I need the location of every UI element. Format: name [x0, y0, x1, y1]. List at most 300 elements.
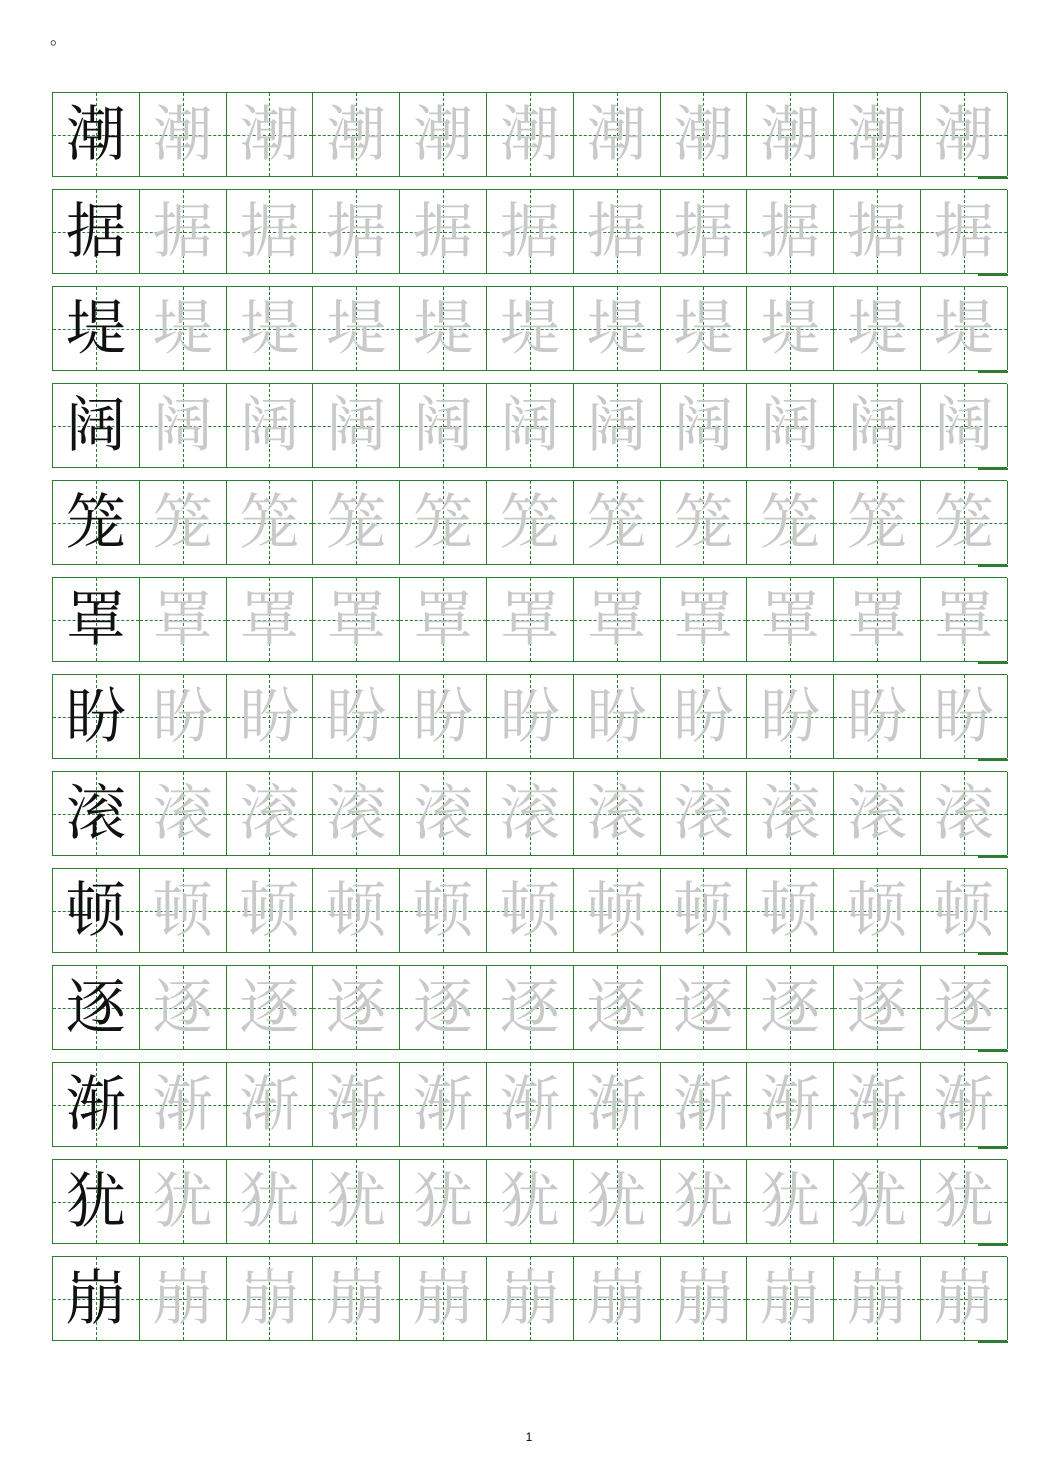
trace-character: 笼 [760, 487, 821, 558]
trace-character: 罩 [413, 584, 474, 655]
trace-cell[interactable] [140, 1160, 227, 1243]
trace-character: 犹 [586, 1166, 647, 1237]
trace-cell[interactable] [227, 772, 314, 855]
trace-cell[interactable] [227, 578, 314, 661]
trace-character: 顿 [152, 875, 213, 946]
trace-cell[interactable] [574, 481, 661, 564]
trace-character: 崩 [586, 1263, 647, 1334]
trace-cell[interactable] [574, 772, 661, 855]
trace-cell[interactable] [400, 772, 487, 855]
model-character: 阔 [65, 390, 126, 461]
trace-character: 堤 [847, 293, 908, 364]
trace-character: 逐 [152, 972, 213, 1043]
trace-character: 逐 [673, 972, 734, 1043]
practice-row [52, 577, 1007, 662]
trace-cell[interactable] [921, 1257, 1008, 1340]
trace-character: 罩 [760, 584, 821, 655]
trace-cell[interactable] [313, 190, 400, 273]
trace-cell[interactable] [834, 384, 921, 467]
trace-character: 逐 [933, 972, 994, 1043]
trace-cell[interactable] [661, 93, 748, 176]
trace-cell[interactable] [140, 966, 227, 1049]
trace-cell[interactable] [661, 1160, 748, 1243]
trace-cell[interactable] [400, 93, 487, 176]
trace-character: 罩 [586, 584, 647, 655]
trace-character: 罩 [847, 584, 908, 655]
row-end-mark [978, 759, 1008, 761]
trace-character: 渐 [499, 1069, 560, 1140]
trace-cell[interactable] [834, 869, 921, 952]
trace-cell[interactable] [313, 772, 400, 855]
trace-cell[interactable] [921, 384, 1008, 467]
trace-character: 逐 [760, 972, 821, 1043]
trace-character: 滚 [152, 778, 213, 849]
trace-cell[interactable] [400, 1160, 487, 1243]
trace-cell[interactable] [487, 1160, 574, 1243]
trace-character: 笼 [239, 487, 300, 558]
trace-cell[interactable] [313, 1160, 400, 1243]
trace-character: 罩 [239, 584, 300, 655]
trace-cell[interactable] [834, 675, 921, 758]
model-cell[interactable] [53, 966, 140, 1049]
trace-cell[interactable] [574, 190, 661, 273]
trace-cell[interactable] [227, 1257, 314, 1340]
trace-character: 顿 [847, 875, 908, 946]
trace-cell[interactable] [313, 966, 400, 1049]
trace-cell[interactable] [400, 675, 487, 758]
trace-cell[interactable] [834, 481, 921, 564]
model-cell[interactable] [53, 578, 140, 661]
trace-cell[interactable] [400, 578, 487, 661]
trace-character: 顿 [413, 875, 474, 946]
trace-cell[interactable] [574, 93, 661, 176]
trace-cell[interactable] [921, 772, 1008, 855]
trace-character: 渐 [673, 1069, 734, 1140]
practice-row [52, 965, 1007, 1050]
trace-cell[interactable] [487, 966, 574, 1049]
trace-character: 阔 [933, 390, 994, 461]
model-character: 潮 [65, 99, 126, 170]
trace-character: 渐 [760, 1069, 821, 1140]
row-end-mark [978, 856, 1008, 858]
trace-character: 滚 [499, 778, 560, 849]
trace-cell[interactable] [574, 1160, 661, 1243]
trace-character: 罩 [152, 584, 213, 655]
trace-cell[interactable] [834, 1257, 921, 1340]
trace-cell[interactable] [400, 1063, 487, 1146]
trace-cell[interactable] [574, 578, 661, 661]
trace-character: 顿 [933, 875, 994, 946]
trace-cell[interactable] [661, 966, 748, 1049]
practice-row [52, 771, 1007, 856]
trace-character: 据 [760, 196, 821, 267]
trace-cell[interactable] [834, 287, 921, 370]
trace-character: 据 [933, 196, 994, 267]
trace-cell[interactable] [227, 384, 314, 467]
trace-character: 盼 [933, 681, 994, 752]
trace-character: 崩 [326, 1263, 387, 1334]
trace-cell[interactable] [140, 93, 227, 176]
trace-cell[interactable] [227, 675, 314, 758]
trace-character: 崩 [413, 1263, 474, 1334]
trace-cell[interactable] [140, 481, 227, 564]
trace-cell[interactable] [400, 1257, 487, 1340]
model-character: 堤 [65, 293, 126, 364]
trace-cell[interactable] [661, 578, 748, 661]
model-cell[interactable] [53, 190, 140, 273]
row-end-mark [978, 1244, 1008, 1246]
trace-cell[interactable] [487, 772, 574, 855]
trace-cell[interactable] [661, 287, 748, 370]
trace-cell[interactable] [487, 190, 574, 273]
row-end-mark [978, 1050, 1008, 1052]
trace-character: 渐 [413, 1069, 474, 1140]
model-cell[interactable] [53, 1063, 140, 1146]
trace-character: 潮 [847, 99, 908, 170]
trace-character: 滚 [933, 778, 994, 849]
trace-cell[interactable] [487, 869, 574, 952]
trace-cell[interactable] [140, 1257, 227, 1340]
trace-character: 阔 [847, 390, 908, 461]
trace-character: 潮 [152, 99, 213, 170]
trace-character: 犹 [933, 1166, 994, 1237]
trace-cell[interactable] [921, 1063, 1008, 1146]
trace-cell[interactable] [661, 384, 748, 467]
trace-character: 盼 [326, 681, 387, 752]
trace-cell[interactable] [400, 190, 487, 273]
trace-cell[interactable] [834, 772, 921, 855]
trace-cell[interactable] [747, 384, 834, 467]
trace-character: 堤 [673, 293, 734, 364]
trace-cell[interactable] [313, 384, 400, 467]
trace-character: 堤 [499, 293, 560, 364]
trace-character: 渐 [586, 1069, 647, 1140]
trace-character: 阔 [413, 390, 474, 461]
trace-cell[interactable] [487, 287, 574, 370]
trace-cell[interactable] [313, 675, 400, 758]
trace-cell[interactable] [921, 869, 1008, 952]
practice-row [52, 383, 1007, 468]
trace-character: 潮 [586, 99, 647, 170]
practice-row [52, 189, 1007, 274]
trace-character: 盼 [239, 681, 300, 752]
trace-character: 顿 [586, 875, 647, 946]
trace-character: 潮 [673, 99, 734, 170]
model-cell[interactable] [53, 675, 140, 758]
trace-character: 据 [326, 196, 387, 267]
trace-character: 笼 [673, 487, 734, 558]
trace-character: 渐 [326, 1069, 387, 1140]
trace-cell[interactable] [400, 287, 487, 370]
trace-cell[interactable] [921, 93, 1008, 176]
trace-cell[interactable] [400, 966, 487, 1049]
trace-cell[interactable] [661, 1063, 748, 1146]
trace-cell[interactable] [747, 1160, 834, 1243]
trace-cell[interactable] [661, 481, 748, 564]
trace-cell[interactable] [574, 384, 661, 467]
trace-character: 盼 [847, 681, 908, 752]
trace-character: 逐 [847, 972, 908, 1043]
trace-character: 盼 [760, 681, 821, 752]
trace-cell[interactable] [921, 675, 1008, 758]
trace-cell[interactable] [140, 190, 227, 273]
row-end-mark [978, 953, 1008, 955]
trace-cell[interactable] [661, 675, 748, 758]
trace-character: 罩 [326, 584, 387, 655]
trace-cell[interactable] [747, 578, 834, 661]
practice-row [52, 1159, 1007, 1244]
trace-character: 堤 [152, 293, 213, 364]
trace-character: 渐 [933, 1069, 994, 1140]
model-cell[interactable] [53, 481, 140, 564]
trace-cell[interactable] [313, 1063, 400, 1146]
trace-character: 崩 [933, 1263, 994, 1334]
model-character: 罩 [65, 584, 126, 655]
trace-cell[interactable] [313, 1257, 400, 1340]
trace-character: 渐 [847, 1069, 908, 1140]
trace-character: 顿 [499, 875, 560, 946]
trace-character: 罩 [499, 584, 560, 655]
trace-character: 据 [239, 196, 300, 267]
trace-cell[interactable] [140, 869, 227, 952]
trace-cell[interactable] [834, 1063, 921, 1146]
trace-character: 罩 [673, 584, 734, 655]
trace-cell[interactable] [834, 1160, 921, 1243]
trace-character: 滚 [413, 778, 474, 849]
trace-character: 犹 [326, 1166, 387, 1237]
trace-cell[interactable] [313, 287, 400, 370]
trace-cell[interactable] [574, 1063, 661, 1146]
trace-cell[interactable] [574, 1257, 661, 1340]
trace-cell[interactable] [227, 1160, 314, 1243]
trace-character: 犹 [152, 1166, 213, 1237]
header-mark: 。 [50, 28, 68, 49]
trace-character: 盼 [413, 681, 474, 752]
trace-character: 笼 [933, 487, 994, 558]
trace-character: 逐 [586, 972, 647, 1043]
trace-character: 罩 [933, 584, 994, 655]
model-character: 盼 [65, 681, 126, 752]
trace-character: 滚 [326, 778, 387, 849]
trace-cell[interactable] [747, 93, 834, 176]
trace-character: 顿 [760, 875, 821, 946]
trace-cell[interactable] [921, 481, 1008, 564]
trace-character: 阔 [239, 390, 300, 461]
trace-cell[interactable] [313, 869, 400, 952]
trace-cell[interactable] [140, 675, 227, 758]
model-cell[interactable] [53, 772, 140, 855]
trace-character: 滚 [239, 778, 300, 849]
trace-cell[interactable] [227, 287, 314, 370]
trace-character: 盼 [499, 681, 560, 752]
trace-character: 据 [413, 196, 474, 267]
trace-character: 堤 [760, 293, 821, 364]
trace-cell[interactable] [574, 287, 661, 370]
trace-character: 笼 [586, 487, 647, 558]
trace-character: 崩 [847, 1263, 908, 1334]
trace-character: 阔 [760, 390, 821, 461]
trace-cell[interactable] [661, 869, 748, 952]
trace-character: 潮 [326, 99, 387, 170]
model-cell[interactable] [53, 384, 140, 467]
row-end-mark [978, 565, 1008, 567]
trace-cell[interactable] [140, 578, 227, 661]
model-character: 据 [65, 196, 126, 267]
trace-cell[interactable] [747, 481, 834, 564]
row-end-mark [978, 468, 1008, 470]
trace-cell[interactable] [487, 384, 574, 467]
trace-cell[interactable] [834, 190, 921, 273]
trace-character: 逐 [326, 972, 387, 1043]
trace-cell[interactable] [661, 1257, 748, 1340]
trace-character: 堤 [933, 293, 994, 364]
trace-cell[interactable] [921, 578, 1008, 661]
practice-row [52, 92, 1007, 177]
trace-cell[interactable] [747, 869, 834, 952]
trace-cell[interactable] [747, 1257, 834, 1340]
trace-cell[interactable] [921, 190, 1008, 273]
trace-cell[interactable] [574, 675, 661, 758]
model-cell[interactable] [53, 287, 140, 370]
trace-cell[interactable] [227, 481, 314, 564]
trace-character: 滚 [586, 778, 647, 849]
trace-character: 潮 [239, 99, 300, 170]
trace-character: 盼 [673, 681, 734, 752]
trace-cell[interactable] [140, 287, 227, 370]
trace-character: 犹 [413, 1166, 474, 1237]
trace-cell[interactable] [921, 287, 1008, 370]
trace-cell[interactable] [834, 578, 921, 661]
trace-cell[interactable] [661, 190, 748, 273]
trace-character: 阔 [673, 390, 734, 461]
trace-cell[interactable] [574, 869, 661, 952]
trace-character: 顿 [326, 875, 387, 946]
trace-cell[interactable] [834, 93, 921, 176]
practice-row [52, 674, 1007, 759]
trace-character: 笼 [413, 487, 474, 558]
row-end-mark [978, 1147, 1008, 1149]
trace-character: 堤 [413, 293, 474, 364]
trace-character: 笼 [499, 487, 560, 558]
trace-character: 犹 [239, 1166, 300, 1237]
trace-cell[interactable] [921, 1160, 1008, 1243]
trace-character: 犹 [760, 1166, 821, 1237]
trace-character: 逐 [239, 972, 300, 1043]
trace-cell[interactable] [747, 287, 834, 370]
trace-character: 犹 [847, 1166, 908, 1237]
trace-character: 顿 [673, 875, 734, 946]
trace-character: 渐 [152, 1069, 213, 1140]
trace-cell[interactable] [487, 578, 574, 661]
trace-cell[interactable] [747, 190, 834, 273]
trace-character: 滚 [673, 778, 734, 849]
trace-character: 滚 [760, 778, 821, 849]
trace-cell[interactable] [661, 772, 748, 855]
model-cell[interactable] [53, 869, 140, 952]
trace-character: 崩 [239, 1263, 300, 1334]
practice-row [52, 868, 1007, 953]
trace-character: 据 [847, 196, 908, 267]
trace-cell[interactable] [140, 384, 227, 467]
trace-character: 崩 [499, 1263, 560, 1334]
model-character: 滚 [65, 778, 126, 849]
trace-character: 潮 [499, 99, 560, 170]
trace-cell[interactable] [400, 869, 487, 952]
row-end-mark [978, 274, 1008, 276]
trace-character: 笼 [152, 487, 213, 558]
model-cell[interactable] [53, 1257, 140, 1340]
trace-cell[interactable] [921, 966, 1008, 1049]
trace-cell[interactable] [313, 578, 400, 661]
trace-character: 堤 [239, 293, 300, 364]
trace-cell[interactable] [574, 966, 661, 1049]
trace-cell[interactable] [747, 675, 834, 758]
trace-character: 盼 [586, 681, 647, 752]
trace-character: 顿 [239, 875, 300, 946]
practice-grid [52, 92, 1007, 1353]
practice-row [52, 480, 1007, 565]
model-character: 犹 [65, 1166, 126, 1237]
trace-character: 据 [586, 196, 647, 267]
trace-cell[interactable] [747, 966, 834, 1049]
trace-cell[interactable] [227, 190, 314, 273]
trace-cell[interactable] [400, 384, 487, 467]
trace-cell[interactable] [313, 93, 400, 176]
trace-cell[interactable] [313, 481, 400, 564]
trace-character: 笼 [326, 487, 387, 558]
trace-character: 犹 [499, 1166, 560, 1237]
trace-character: 潮 [413, 99, 474, 170]
trace-character: 逐 [413, 972, 474, 1043]
trace-cell[interactable] [140, 772, 227, 855]
trace-cell[interactable] [834, 966, 921, 1049]
trace-cell[interactable] [747, 772, 834, 855]
trace-character: 阔 [326, 390, 387, 461]
trace-character: 潮 [933, 99, 994, 170]
trace-cell[interactable] [747, 1063, 834, 1146]
trace-cell[interactable] [487, 1063, 574, 1146]
trace-cell[interactable] [140, 1063, 227, 1146]
trace-cell[interactable] [487, 93, 574, 176]
row-end-mark [978, 371, 1008, 373]
practice-row [52, 1256, 1007, 1341]
trace-character: 据 [673, 196, 734, 267]
model-cell[interactable] [53, 1160, 140, 1243]
trace-character: 据 [499, 196, 560, 267]
practice-row [52, 1062, 1007, 1147]
trace-cell[interactable] [487, 675, 574, 758]
trace-character: 渐 [239, 1069, 300, 1140]
model-character: 崩 [65, 1263, 126, 1334]
row-end-mark [978, 1341, 1008, 1343]
trace-character: 盼 [152, 681, 213, 752]
trace-cell[interactable] [227, 1063, 314, 1146]
trace-cell[interactable] [227, 966, 314, 1049]
page-number: 1 [525, 1430, 533, 1444]
trace-cell[interactable] [227, 93, 314, 176]
trace-character: 滚 [847, 778, 908, 849]
model-character: 顿 [65, 875, 126, 946]
trace-cell[interactable] [487, 481, 574, 564]
trace-cell[interactable] [400, 481, 487, 564]
trace-character: 逐 [499, 972, 560, 1043]
trace-cell[interactable] [227, 869, 314, 952]
trace-cell[interactable] [487, 1257, 574, 1340]
trace-character: 崩 [760, 1263, 821, 1334]
model-cell[interactable] [53, 93, 140, 176]
trace-character: 堤 [326, 293, 387, 364]
trace-character: 据 [152, 196, 213, 267]
